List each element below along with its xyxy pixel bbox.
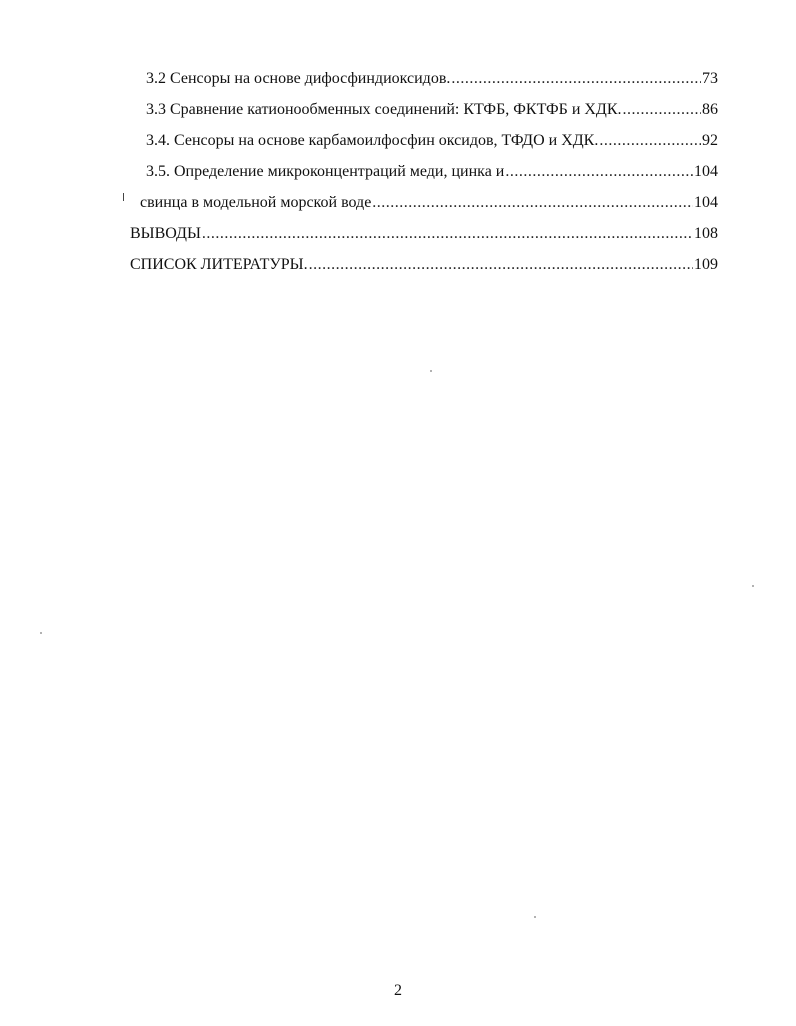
toc-entry-title: 3.5. Определение микроконцентраций меди, цинка и <box>146 163 505 180</box>
toc-dot-leader <box>451 66 701 92</box>
toc-entry-3-3 <box>130 97 718 128</box>
scan-speck <box>752 585 754 587</box>
toc-dot-leader <box>202 221 693 247</box>
toc-entry-page: 86 <box>702 101 718 118</box>
toc-entry-conclusions <box>130 221 718 252</box>
scan-speck <box>534 916 536 918</box>
toc-entry-page: 104 <box>694 194 718 211</box>
toc-entry-title: 3.3 Сравнение катионообменных соединений: КТФБ, ФКТФБ и ХДК. <box>146 101 622 118</box>
page-number: 2 <box>394 982 402 999</box>
scan-speck <box>40 632 42 634</box>
toc-entry-page: 73 <box>702 70 718 87</box>
scan-speck <box>430 370 432 372</box>
scan-mark <box>123 193 124 201</box>
toc-entry-title: СПИСОК ЛИТЕРАТУРЫ. <box>130 256 308 273</box>
toc-entry-references <box>130 252 718 283</box>
toc-entry-3-5 <box>130 159 718 190</box>
toc-entry-page: 92 <box>702 132 718 149</box>
toc-entry-title: 3.4. Сенсоры на основе карбамоилфосфин оксидов, ТФДО и ХДК. <box>146 132 599 149</box>
toc-entry-page: 104 <box>694 163 718 180</box>
toc-dot-leader <box>372 190 693 216</box>
toc-dot-leader <box>599 128 701 154</box>
toc-dot-leader <box>623 97 701 123</box>
toc-entry-title: свинца в модельной морской воде <box>140 194 372 211</box>
table-of-contents <box>130 66 718 283</box>
toc-dot-leader <box>505 159 693 185</box>
toc-entry-title: 3.2 Сенсоры на основе дифосфиндиоксидов. <box>146 70 451 87</box>
toc-dot-leader <box>309 252 693 278</box>
toc-entry-page: 108 <box>694 225 718 242</box>
toc-entry-title: ВЫВОДЫ <box>130 225 201 242</box>
toc-entry-3-2 <box>130 66 718 97</box>
toc-entry-3-5-continued <box>130 190 718 221</box>
toc-entry-3-4 <box>130 128 718 159</box>
toc-entry-page: 109 <box>694 256 718 273</box>
